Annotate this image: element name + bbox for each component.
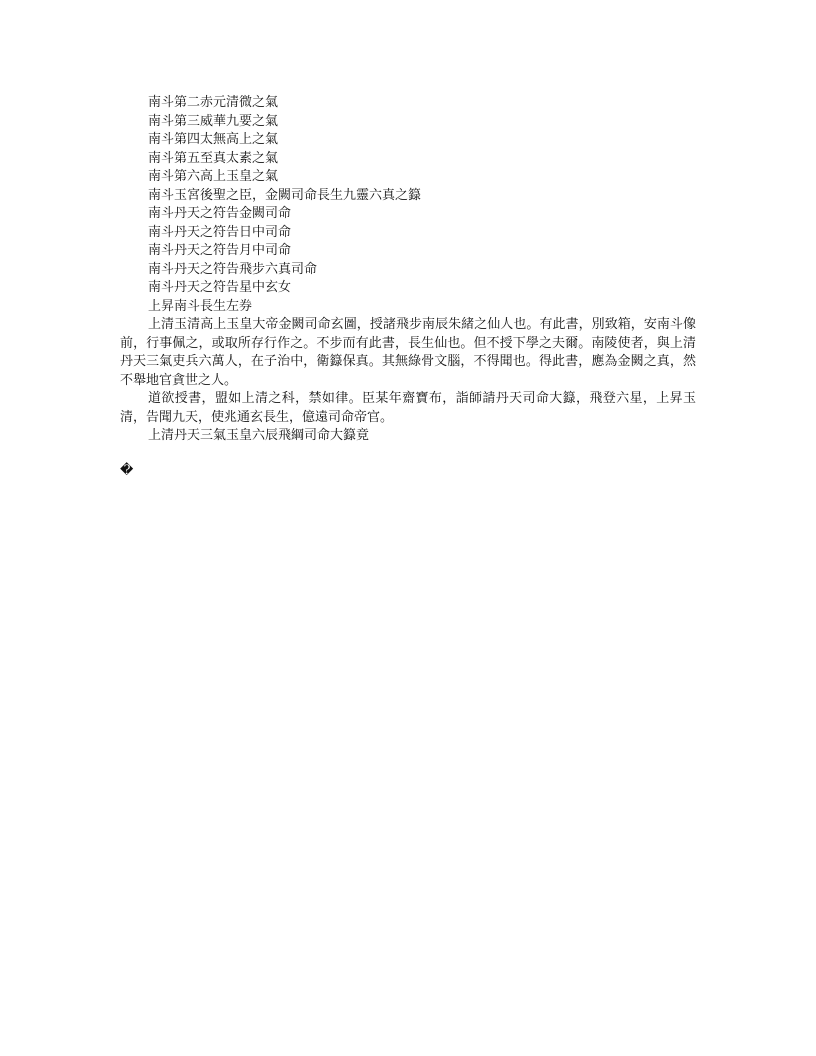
- text-line: 南斗第三威華九要之氣: [148, 113, 279, 129]
- text-line: 南斗丹天之符告星中玄女: [148, 280, 292, 295]
- text-line: 南斗第二赤元清微之氣: [148, 95, 279, 110]
- text-line: 南斗丹天之符告飛步六真司命: [148, 261, 318, 277]
- text-line: 南斗第五至真太素之氣: [148, 150, 279, 166]
- text-line: 南斗丹天之符告日中司命: [148, 224, 292, 240]
- text-line: 南斗第四太無高上之氣: [148, 132, 279, 147]
- text-line: 南斗第六高上玉皇之氣: [148, 169, 279, 184]
- closing-line: 上清丹天三氣玉皇六辰飛綱司命大籙竟: [148, 428, 370, 443]
- text-line: 南斗丹天之符告金闕司命: [148, 206, 292, 221]
- body-paragraph: 道欲授書，盟如上清之科，禁如律。臣某年齋寶布，詣師請丹天司命大籙，飛登六星，上昇玉清，告聞九天，使兆通玄長生，億遠司命帝官。: [120, 391, 696, 425]
- text-line: 南斗玉宮後聖之臣，金闕司命長生九靈六真之籙: [148, 187, 422, 203]
- text-line: 南斗丹天之符告月中司命: [148, 243, 292, 258]
- text-line: 上昇南斗長生左券: [148, 298, 253, 314]
- document-body: [120, 94, 696, 480]
- body-paragraph: 上清玉清高上玉皇大帝金闕司命玄圖，授諸飛步南辰朱緒之仙人也。有此書，別致箱，安南斗像前，行事佩之，或取所存行作之。不步而有此書，長生仙也。但不授下學之夫爾。南陵使者，與上清丹天三氣吏兵六萬人，在子治中，衛籙保真。其無綠骨文腦，不得聞也。得此書，應為金闕之真，然不舉地官貪世之人。: [120, 317, 696, 388]
- end-mark-glyph: �: [120, 462, 134, 478]
